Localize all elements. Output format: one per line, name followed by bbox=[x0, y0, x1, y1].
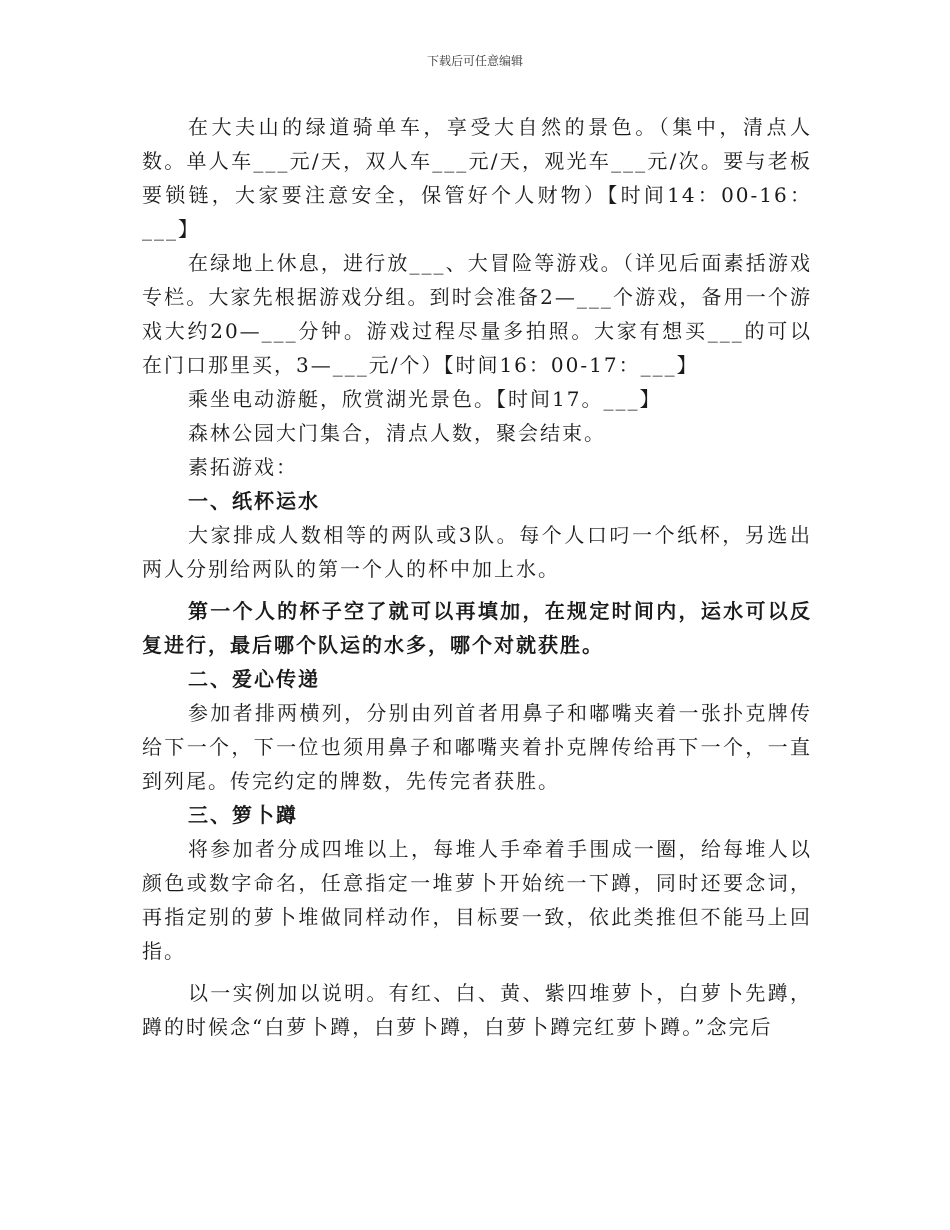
section-label-games: 素拓游戏： bbox=[188, 455, 298, 479]
paragraph-love-relay-rules: 参加者排两横列，分别由列首者用鼻子和嘟嘴夹着一张扑克牌传给下一个，下一位也须用鼻子和嘟嘴夹着扑克牌传给再下一个，一直到列尾。传完约定的牌数，先传完者获胜。 bbox=[142, 701, 812, 793]
paragraph-radish-squat-example: 以一实例加以说明。有红、白、黄、紫四堆萝卜，白萝卜先蹲，蹲的时候念“白萝卜蹲，白萝卜蹲，白萝卜蹲完红萝卜蹲。”念完后 bbox=[142, 981, 812, 1039]
paragraph-paper-cup-rules: 大家排成人数相等的两队或3队。每个人口叼一个纸杯，另选出两人分别给两队的第一个人的杯中加上水。 bbox=[142, 523, 812, 581]
paragraph-gathering-end: 森林公园大门集合，清点人数，聚会结束。 bbox=[188, 421, 606, 445]
heading-radish-squat: 三、箩卜蹲 bbox=[188, 803, 298, 827]
paragraph-boat: 乘坐电动游艇，欣赏湖光景色。【时间17。___】 bbox=[188, 387, 662, 411]
document-body bbox=[142, 110, 812, 1044]
page-header-note: 下载后可任意编辑 bbox=[426, 54, 523, 68]
paragraph-bike-ride: 在大夫山的绿道骑单车，享受大自然的景色。（集中，清点人数。单人车___元/天，双人车___元/天，观光车___元/次。要与老板要锁链，大家要注意安全，保管好个人财物）【时间14：00-16：___】 bbox=[142, 115, 812, 241]
heading-paper-cup-water: 一、纸杯运水 bbox=[188, 489, 320, 513]
heading-love-relay: 二、爱心传递 bbox=[188, 667, 320, 691]
paragraph-games-rest: 在绿地上休息，进行放___、大冒险等游戏。（详见后面素括游戏专栏。大家先根据游戏分组。到时会准备2—___个游戏，备用一个游戏大约20—___分钟。游戏过程尽量多拍照。大家有想买___的可以在门口那里买，3—___元/个）【时间16：00-17：___】 bbox=[142, 251, 812, 377]
paragraph-radish-squat-rules: 将参加者分成四堆以上，每堆人手牵着手围成一圈，给每堆人以颜色或数字命名，任意指定一堆萝卜开始统一下蹲，同时还要念词，再指定别的萝卜堆做同样动作，目标要一致，依此类推但不能马上回指。 bbox=[142, 837, 812, 963]
paragraph-paper-cup-win: 第一个人的杯子空了就可以再填加，在规定时间内，运水可以反复进行，最后哪个队运的水多，哪个对就获胜。 bbox=[142, 599, 812, 657]
